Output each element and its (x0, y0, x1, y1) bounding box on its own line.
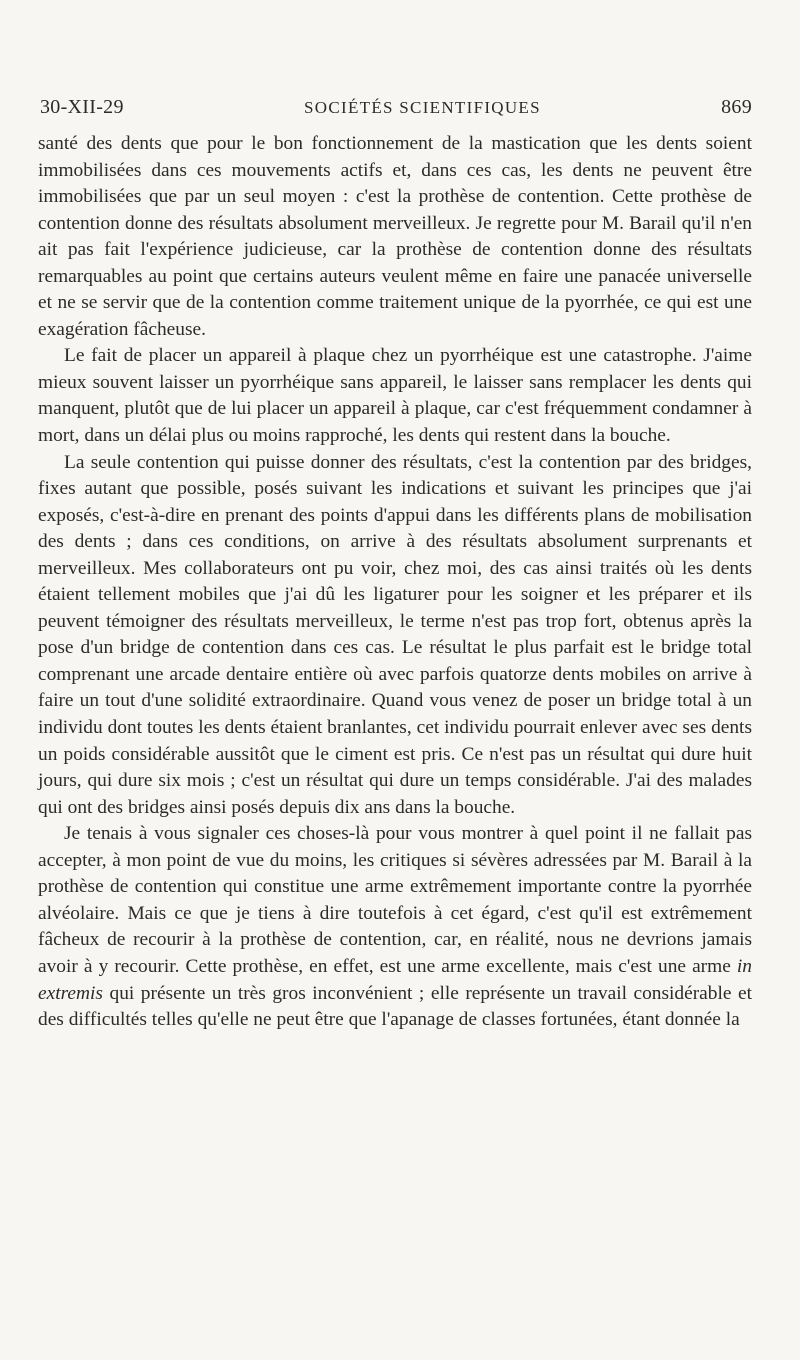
header-date: 30-XII-29 (40, 96, 124, 118)
paragraph: La seule contention qui puisse donner des résultats, c'est la contention par des bridges, fixes autant que possible, posés suivant les indications et suivant les principes que j'ai exposés, c'est-à-dire en prenant des points d'appui dans les différents plans de mobilisation des dents ; dans ces conditions, on arrive à des résultats absolument surprenants et merveilleux. Mes collaborateurs ont pu voir, chez moi, des cas ainsi traités où les dents étaient tellement mobiles que j'ai dû les ligaturer pour les soigner et les préparer et ils peuvent témoigner des résultats merveilleux, le terme n'est pas trop fort, obtenus après la pose d'un bridge de contention dans ces cas. Le résultat le plus parfait est le bridge total comprenant une arcade dentaire entière où avec parfois quatorze dents mobiles on arrive à faire un tout d'une solidité extraordinaire. Quand vous venez de poser un bridge total à un individu dont toutes les dents étaient branlantes, cet individu pourrait enlever avec ses dents un poids considérable aussitôt que le ciment est pris. Ce n'est pas un résultat qui dure huit jours, qui dure six mois ; c'est un résultat qui dure un temps considérable. J'ai des malades qui ont des bridges ainsi posés depuis dix ans dans la bouche. (38, 451, 752, 818)
italic-phrase: in extremis (38, 955, 752, 1004)
header-title: SOCIÉTÉS SCIENTIFIQUES (304, 98, 541, 117)
paragraph: Le fait de placer un appareil à plaque chez un pyorrhéique est une catastrophe. J'aime mieux souvent laisser un pyorrhéique sans appareil, le laisser sans remplacer les dents qui manquent, plutôt que de lui placer un appareil à plaque, car c'est fréquemment condamner à mort, dans un délai plus ou moins rapproché, les dents qui restent dans la bouche. (38, 345, 752, 447)
paragraph-text: qui présente un très gros inconvénient ; elle représente un travail considérable et des difficultés telles qu'elle ne peut être que l'apanage de classes fortunées, étant donnée la (38, 982, 752, 1031)
paragraph-text: Je tenais à vous signaler ces choses-là pour vous montrer à quel point il ne fallait pas accepter, à mon point de vue du moins, les critiques si sévères adressées par M. Barail à la prothèse de contention qui constitue une arme extrêmement importante contre la pyorrhée alvéolaire. Mais ce que je tiens à dire toutefois à cet égard, c'est qu'il est extrêmement fâcheux de recourir à la prothèse de contention, car, en réalité, nous ne devrions jamais avoir à y recourir. Cette prothèse, en effet, est une arme excellente, mais c'est une arme (38, 823, 752, 977)
paragraph: santé des dents que pour le bon fonctionnement de la mastication que les dents soient immobilisées dans ces mouvements actifs et, dans ces cas, les dents ne peuvent être immobilisées que par un seul moyen : c'est la prothèse de contention. Cette prothèse de contention donne des résultats absolument merveilleux. Je regrette pour M. Barail qu'il n'en ait pas fait l'expérience judicieuse, car la prothèse de contention donne des résultats remarquables au point que certains auteurs veulent même en faire une panacée universelle et ne se servir que de la contention comme traitement unique de la pyorrhée, ce qui est une exagération fâcheuse. (38, 133, 752, 340)
body-text (38, 131, 752, 1034)
page-number: 869 (721, 96, 752, 118)
paragraph (38, 821, 752, 1033)
running-header (38, 96, 752, 119)
